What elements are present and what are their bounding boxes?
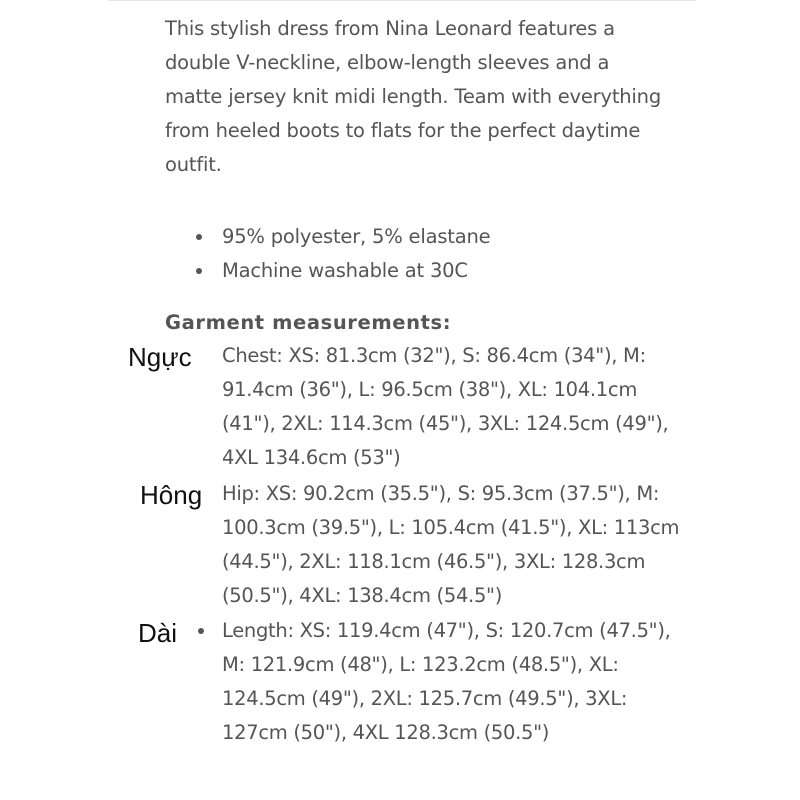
product-description: This stylish dress from Nina Leonard features a double V-neckline, elbow-length sleeves and a matte jersey knit midi length. Team with everything from heeled boots to flats for the perfect daytime outfit.: [165, 17, 661, 176]
chest-measurements: Chest: XS: 81.3cm (32"), S: 86.4cm (34"), M: 91.4cm (36"), L: 96.5cm (38"), XL: 104.1cm (41"), 2XL: 114.3cm (45"), 3XL: 124.5cm (49"), 4XL 134.6cm (53"): [222, 344, 669, 469]
feature-text: 95% polyester, 5% elastane: [222, 225, 491, 248]
list-item: [196, 220, 490, 254]
handwritten-annotation-chest: Ngực: [128, 342, 192, 372]
hip-measurements: Hip: XS: 90.2cm (35.5"), S: 95.3cm (37.5"), M: 100.3cm (39.5"), L: 105.4cm (41.5"), XL: 113cm (44.5"), 2XL: 118.1cm (46.5"), 3XL: 128.3cm (50.5"), 4XL: 138.4cm (54.5"): [222, 482, 680, 607]
bullet-icon: [198, 628, 204, 634]
measurements-heading: Garment measurements:: [165, 311, 452, 334]
length-measurements: Length: XS: 119.4cm (47"), S: 120.7cm (47.5"), M: 121.9cm (48"), L: 123.2cm (48.5"), XL: 124.5cm (49"), 2XL: 125.7cm (49.5"), 3XL: 127cm (50"), 4XL 128.3cm (50.5"): [222, 619, 671, 744]
feature-list: [196, 220, 490, 288]
top-divider: [108, 0, 696, 1]
list-item: [196, 254, 490, 288]
bullet-icon: [196, 268, 202, 274]
handwritten-annotation-hip: Hông: [140, 480, 203, 510]
bullet-icon: [196, 234, 202, 240]
handwritten-annotation-length: Dài: [138, 618, 178, 648]
feature-text: Machine washable at 30C: [222, 259, 468, 282]
